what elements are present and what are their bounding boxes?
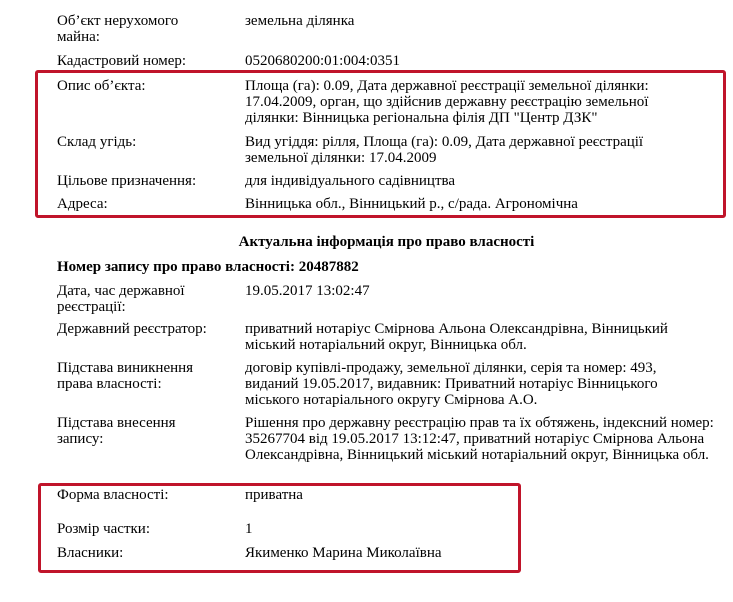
- record-value: 20487882: [298, 259, 359, 275]
- form-label: Форма власності:: [57, 487, 169, 503]
- date-label: Дата, час державної реєстрації:: [57, 283, 185, 315]
- entry-value: Рішення про державну реєстрацію прав та їх обтяжень, індексний номер: 35267704 від 19.05.2017 13:12:47, приватний нотаріус Смірнова Альона Олександрівна, Вінницький міський нотаріальний округ, Вінницька обл.: [245, 415, 714, 463]
- basis-value: договір купівлі-продажу, земельної ділянки, серія та номер: 493, виданий 19.05.2017, видавник: Приватний нотаріус Вінницького міського нотаріального округу Смірнова А.О.: [245, 360, 658, 408]
- date-value: 19.05.2017 13:02:47: [245, 283, 370, 299]
- land-value: Вид угіддя: рілля, Площа (га): 0.09, Дата державної реєстрації земельної ділянки: 17.04.2009: [245, 134, 644, 166]
- cadastral-value: 0520680200:01:004:0351: [245, 53, 401, 69]
- land-label: Склад угідь:: [57, 134, 137, 150]
- owners-label: Власники:: [57, 545, 124, 561]
- description-value: Площа (га): 0.09, Дата державної реєстрації земельної ділянки: 17.04.2009, орган, що здійснив державну реєстрацію земельної ділянки: Вінницька регіональна філія ДП "Центр ДЗК": [245, 78, 649, 126]
- registrar-label: Державний реєстратор:: [57, 321, 207, 337]
- address-label: Адреса:: [57, 196, 108, 212]
- record-number: [57, 259, 359, 275]
- object-type-label: Об’єкт нерухомого майна:: [57, 13, 179, 45]
- share-value: 1: [245, 521, 253, 537]
- object-type-value: земельна ділянка: [245, 13, 355, 29]
- form-value: приватна: [245, 487, 303, 503]
- record-label: Номер запису про право власності:: [57, 259, 295, 275]
- owners-value: Якименко Марина Миколаївна: [245, 545, 442, 561]
- basis-label: Підстава виникнення права власності:: [57, 360, 194, 392]
- description-label: Опис об’єкта:: [57, 78, 146, 94]
- purpose-label: Цільове призначення:: [57, 173, 197, 189]
- registrar-value: приватний нотаріус Смірнова Альона Олександрівна, Вінницький міський нотаріальний округ, Вінницька обл.: [245, 321, 668, 353]
- share-label: Розмір частки:: [57, 521, 150, 537]
- address-value: Вінницька обл., Вінницький р., с/рада. Агрономічна: [245, 196, 578, 212]
- entry-label: Підстава внесення запису:: [57, 415, 176, 447]
- ownership-heading: Актуальна інформація про право власності: [238, 234, 535, 250]
- purpose-value: для індивідуального садівництва: [245, 173, 456, 189]
- cadastral-label: Кадастровий номер:: [57, 53, 187, 69]
